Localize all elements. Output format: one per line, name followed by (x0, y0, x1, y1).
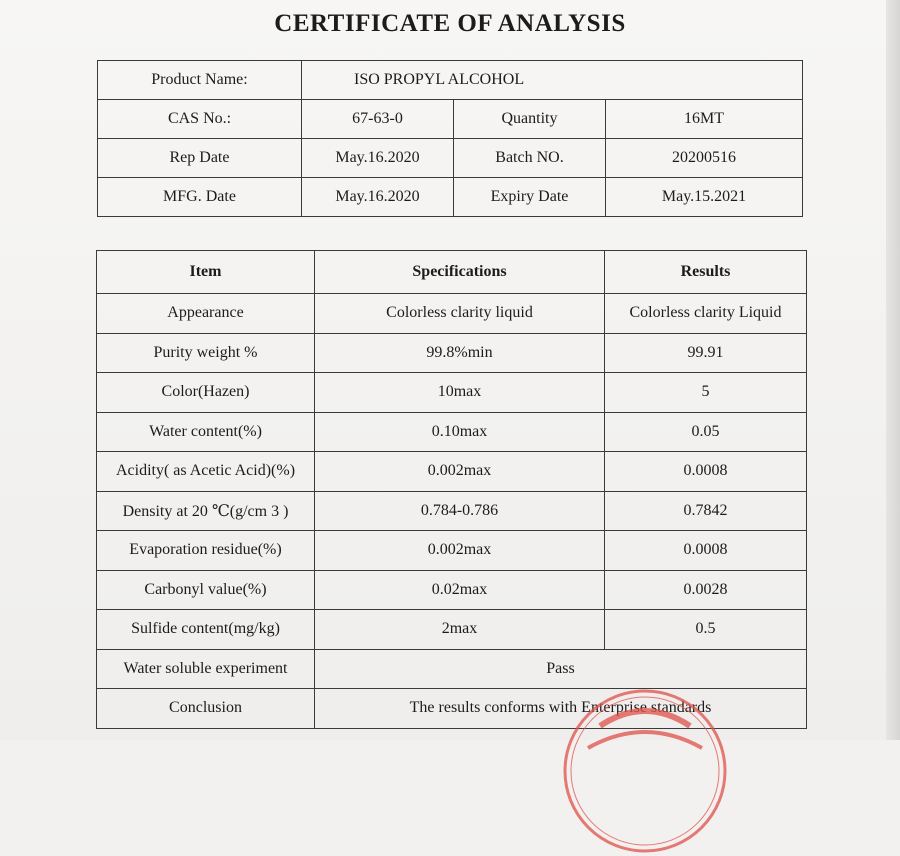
batch-label: Batch NO. (454, 139, 606, 178)
expiry-value: May.15.2021 (606, 178, 803, 217)
spec-cell: Colorless clarity liquid (315, 294, 605, 334)
analysis-header-row (97, 251, 807, 294)
result-cell: Colorless clarity Liquid (605, 294, 807, 334)
product-name-value: ISO PROPYL ALCOHOL (302, 61, 803, 100)
result-cell: 5 (605, 373, 807, 413)
table-row (97, 294, 807, 334)
column-header-results: Results (605, 251, 807, 294)
conclusion-label: Conclusion (97, 689, 315, 729)
quantity-label: Quantity (454, 100, 606, 139)
cas-row (98, 100, 803, 139)
item-cell: Purity weight % (97, 333, 315, 373)
result-cell: 0.0028 (605, 570, 807, 610)
spec-cell: 99.8%min (315, 333, 605, 373)
column-header-item: Item (97, 251, 315, 294)
water-soluble-label: Water soluble experiment (97, 649, 315, 689)
table-row (97, 610, 807, 650)
mfg-date-label: MFG. Date (98, 178, 302, 217)
spec-cell: 0.002max (315, 452, 605, 492)
expiry-label: Expiry Date (454, 178, 606, 217)
result-cell: 0.0008 (605, 531, 807, 571)
spec-cell: 0.784-0.786 (315, 491, 605, 531)
batch-value: 20200516 (606, 139, 803, 178)
item-cell: Evaporation residue(%) (97, 531, 315, 571)
item-cell: Appearance (97, 294, 315, 334)
table-row (97, 373, 807, 413)
quantity-value: 16MT (606, 100, 803, 139)
result-cell: 0.5 (605, 610, 807, 650)
item-cell: Acidity( as Acetic Acid)(%) (97, 452, 315, 492)
cas-label: CAS No.: (98, 100, 302, 139)
item-cell: Carbonyl value(%) (97, 570, 315, 610)
rep-date-row (98, 139, 803, 178)
item-cell: Sulfide content(mg/kg) (97, 610, 315, 650)
document-title: CERTIFICATE OF ANALYSIS (274, 10, 626, 37)
table-row (97, 531, 807, 571)
cas-value: 67-63-0 (302, 100, 454, 139)
rep-date-label: Rep Date (98, 139, 302, 178)
company-seal-stamp (560, 686, 730, 856)
table-row (97, 491, 807, 531)
result-cell: 99.91 (605, 333, 807, 373)
result-cell: 0.0008 (605, 452, 807, 492)
page-edge-shadow (886, 0, 900, 740)
item-cell: Color(Hazen) (97, 373, 315, 413)
spec-cell: 0.002max (315, 531, 605, 571)
mfg-date-value: May.16.2020 (302, 178, 454, 217)
rep-date-value: May.16.2020 (302, 139, 454, 178)
product-name-label: Product Name: (98, 61, 302, 100)
water-soluble-value: Pass (315, 649, 807, 689)
spec-cell: 0.02max (315, 570, 605, 610)
table-row (97, 570, 807, 610)
table-row (97, 333, 807, 373)
conclusion-value: The results conforms with Enterprise standards (315, 689, 807, 729)
result-cell: 0.05 (605, 412, 807, 452)
spec-cell: 10max (315, 373, 605, 413)
water-soluble-row (97, 649, 807, 689)
spec-cell: 2max (315, 610, 605, 650)
column-header-specifications: Specifications (315, 251, 605, 294)
result-cell: 0.7842 (605, 491, 807, 531)
analysis-table (96, 250, 807, 729)
item-cell: Density at 20 ℃(g/cm 3 ) (97, 491, 315, 531)
spec-cell: 0.10max (315, 412, 605, 452)
product-info-table (97, 60, 803, 217)
product-name-row (98, 61, 803, 100)
table-row (97, 412, 807, 452)
mfg-date-row (98, 178, 803, 217)
table-row (97, 452, 807, 492)
item-cell: Water content(%) (97, 412, 315, 452)
